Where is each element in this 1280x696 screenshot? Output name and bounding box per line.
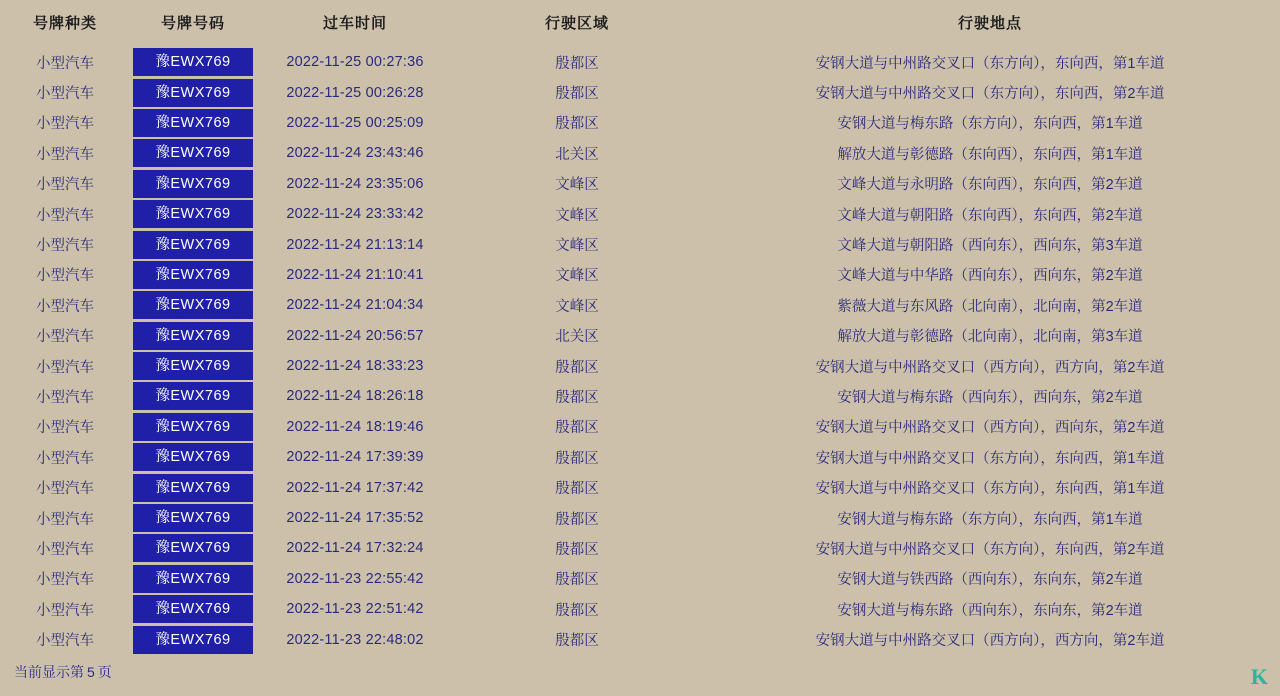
plate-badge[interactable]: 豫EWX769 (133, 170, 253, 198)
cell-pass-time: 2022-11-24 18:19:46 (286, 418, 424, 435)
plate-badge[interactable]: 豫EWX769 (133, 200, 253, 228)
cell-plate-number (130, 351, 256, 381)
pagination-status (14, 662, 112, 682)
cell-plate-number (130, 503, 256, 533)
cell-area: 文峰区 (555, 298, 599, 315)
cell-plate-type: 小型汽车 (36, 481, 94, 498)
cell-area: 殷都区 (555, 481, 599, 498)
cell-area: 殷都区 (555, 116, 599, 133)
cell-location: 安钢大道与中州路交叉口（西方向），西向东，第2车道 (815, 420, 1165, 437)
cell-pass-time: 2022-11-24 23:33:42 (286, 206, 424, 223)
cell-plate-type: 小型汽车 (36, 116, 94, 133)
plate-badge[interactable]: 豫EWX769 (133, 504, 253, 532)
cell-plate-type: 小型汽车 (36, 177, 94, 194)
cell-plate-type: 小型汽车 (36, 450, 94, 467)
cell-pass-time: 2022-11-24 21:10:41 (286, 266, 424, 283)
cell-pass-time: 2022-11-24 17:37:42 (286, 479, 424, 496)
cell-plate-type: 小型汽车 (36, 298, 94, 315)
cell-plate-number (130, 381, 256, 411)
column-header-area: 行驶区域 (544, 15, 609, 32)
cell-plate-type: 小型汽车 (36, 238, 94, 255)
plate-badge[interactable]: 豫EWX769 (133, 443, 253, 471)
cell-plate-type: 小型汽车 (36, 329, 94, 346)
cell-plate-type: 小型汽车 (36, 572, 94, 589)
cell-plate-number (130, 108, 256, 138)
column-header-location: 行驶地点 (957, 15, 1022, 32)
cell-location: 紫薇大道与东风路（北向南），北向南，第2车道 (837, 298, 1143, 315)
cell-location: 安钢大道与梅东路（西向东），东向东，第2车道 (837, 602, 1143, 619)
cell-plate-number (130, 138, 256, 168)
cell-area: 殷都区 (555, 55, 599, 72)
cell-location: 安钢大道与中州路交叉口（东方向），东向西，第1车道 (815, 481, 1165, 498)
cell-location: 解放大道与彰德路（东向西），东向西，第1车道 (837, 146, 1143, 163)
plate-badge[interactable]: 豫EWX769 (133, 534, 253, 562)
column-header-plate-type: 号牌种类 (32, 15, 97, 32)
cell-plate-type: 小型汽车 (36, 55, 94, 72)
cell-area: 殷都区 (555, 359, 599, 376)
table-row[interactable] (0, 624, 1280, 654)
plate-badge[interactable]: 豫EWX769 (133, 382, 253, 410)
cell-pass-time: 2022-11-25 00:25:09 (286, 114, 424, 131)
table-row[interactable] (0, 594, 1280, 624)
pagination-suffix: 页 (97, 664, 112, 680)
cell-plate-type: 小型汽车 (36, 146, 94, 163)
cell-area: 殷都区 (555, 541, 599, 558)
cell-location: 安钢大道与铁西路（西向东），东向东，第2车道 (837, 572, 1143, 589)
cell-area: 文峰区 (555, 238, 599, 255)
pagination-prefix: 当前显示第 (14, 664, 84, 680)
cell-location: 安钢大道与梅东路（东方向），东向西，第1车道 (837, 511, 1143, 528)
cell-pass-time: 2022-11-23 22:55:42 (286, 570, 424, 587)
plate-badge[interactable]: 豫EWX769 (133, 413, 253, 441)
cell-pass-time: 2022-11-24 17:32:24 (286, 540, 424, 557)
cell-pass-time: 2022-11-24 17:39:39 (286, 449, 424, 466)
cell-area: 殷都区 (555, 389, 599, 406)
cell-plate-type: 小型汽车 (36, 359, 94, 376)
table-row[interactable] (0, 533, 1280, 563)
plate-badge[interactable]: 豫EWX769 (133, 79, 253, 107)
plate-badge[interactable]: 豫EWX769 (133, 139, 253, 167)
table-header-row (0, 0, 1280, 47)
cell-pass-time: 2022-11-24 20:56:57 (286, 327, 424, 344)
table-row[interactable] (0, 47, 1280, 77)
cell-area: 北关区 (555, 329, 599, 346)
table-row[interactable] (0, 199, 1280, 229)
table-row[interactable] (0, 412, 1280, 442)
cell-location: 文峰大道与永明路（东向西），东向西，第2车道 (837, 177, 1143, 194)
cell-location: 文峰大道与朝阳路（西向东），西向东，第3车道 (837, 238, 1143, 255)
cell-location: 文峰大道与朝阳路（东向西），东向西，第2车道 (837, 207, 1143, 224)
cell-pass-time: 2022-11-24 18:33:23 (286, 358, 424, 375)
table-row[interactable] (0, 138, 1280, 168)
cell-area: 殷都区 (555, 511, 599, 528)
cell-plate-number (130, 260, 256, 290)
cell-pass-time: 2022-11-24 18:26:18 (286, 388, 424, 405)
table-row[interactable] (0, 290, 1280, 320)
cell-plate-number (130, 564, 256, 594)
cell-location: 安钢大道与梅东路（西向东），西向东，第2车道 (837, 389, 1143, 406)
cell-location: 安钢大道与中州路交叉口（西方向），西方向，第2车道 (815, 633, 1165, 650)
plate-badge[interactable]: 豫EWX769 (133, 565, 253, 593)
table-row[interactable] (0, 503, 1280, 533)
cell-location: 安钢大道与中州路交叉口（东方向），东向西，第2车道 (815, 86, 1165, 103)
plate-badge[interactable]: 豫EWX769 (133, 48, 253, 76)
table-row[interactable] (0, 169, 1280, 199)
cell-area: 文峰区 (555, 207, 599, 224)
cell-plate-type: 小型汽车 (36, 541, 94, 558)
plate-badge[interactable]: 豫EWX769 (133, 626, 253, 654)
table-row[interactable] (0, 77, 1280, 107)
plate-badge[interactable]: 豫EWX769 (133, 231, 253, 259)
cell-pass-time: 2022-11-23 22:48:02 (286, 631, 424, 648)
table-row[interactable] (0, 321, 1280, 351)
table-row[interactable] (0, 472, 1280, 502)
cell-location: 安钢大道与中州路交叉口（东方向），东向西，第1车道 (815, 55, 1165, 72)
cell-plate-number (130, 442, 256, 472)
cell-plate-number (130, 624, 256, 654)
cell-area: 北关区 (555, 146, 599, 163)
cell-area: 殷都区 (555, 450, 599, 467)
cell-plate-number (130, 472, 256, 502)
cell-plate-number (130, 199, 256, 229)
cell-plate-type: 小型汽车 (36, 389, 94, 406)
cell-area: 文峰区 (555, 177, 599, 194)
table-row[interactable] (0, 442, 1280, 472)
cell-plate-type: 小型汽车 (36, 511, 94, 528)
cell-plate-number (130, 229, 256, 259)
cell-location: 解放大道与彰德路（北向南），北向南，第3车道 (837, 329, 1143, 346)
cell-area: 殷都区 (555, 602, 599, 619)
column-header-plate-number: 号牌号码 (160, 15, 225, 32)
plate-badge[interactable]: 豫EWX769 (133, 595, 253, 623)
table-header (0, 0, 1280, 47)
watermark-logo: K (1250, 664, 1268, 689)
cell-pass-time: 2022-11-25 00:26:28 (286, 84, 424, 101)
cell-area: 殷都区 (555, 86, 599, 103)
table-row[interactable] (0, 564, 1280, 594)
table-row[interactable] (0, 260, 1280, 290)
column-header-pass-time: 过车时间 (322, 15, 387, 32)
plate-badge[interactable]: 豫EWX769 (133, 291, 253, 319)
cell-plate-type: 小型汽车 (36, 420, 94, 437)
cell-location: 安钢大道与中州路交叉口（东方向），东向西，第1车道 (815, 450, 1165, 467)
plate-badge[interactable]: 豫EWX769 (133, 352, 253, 380)
table-row[interactable] (0, 108, 1280, 138)
cell-plate-type: 小型汽车 (36, 86, 94, 103)
cell-location: 安钢大道与梅东路（东方向），东向西，第1车道 (837, 116, 1143, 133)
table-row[interactable] (0, 351, 1280, 381)
cell-plate-number (130, 594, 256, 624)
cell-plate-number (130, 412, 256, 442)
cell-location: 安钢大道与中州路交叉口（西方向），西方向，第2车道 (815, 359, 1165, 376)
cell-area: 殷都区 (555, 633, 599, 650)
cell-plate-type: 小型汽车 (36, 633, 94, 650)
cell-pass-time: 2022-11-24 17:35:52 (286, 510, 424, 527)
cell-plate-number (130, 290, 256, 320)
cell-pass-time: 2022-11-25 00:27:36 (286, 54, 424, 71)
plate-badge[interactable]: 豫EWX769 (133, 322, 253, 350)
pagination-page-number: 5 (87, 664, 95, 680)
cell-area: 殷都区 (555, 572, 599, 589)
cell-plate-number (130, 77, 256, 107)
cell-plate-number (130, 169, 256, 199)
cell-pass-time: 2022-11-24 21:13:14 (286, 236, 424, 253)
cell-area: 文峰区 (555, 268, 599, 285)
table-row[interactable] (0, 229, 1280, 259)
plate-badge[interactable]: 豫EWX769 (133, 261, 253, 289)
cell-plate-type: 小型汽车 (36, 207, 94, 224)
cell-pass-time: 2022-11-23 22:51:42 (286, 601, 424, 618)
cell-area: 殷都区 (555, 420, 599, 437)
cell-pass-time: 2022-11-24 23:35:06 (286, 175, 424, 192)
cell-plate-number (130, 533, 256, 563)
cell-plate-type: 小型汽车 (36, 268, 94, 285)
plate-badge[interactable]: 豫EWX769 (133, 109, 253, 137)
cell-plate-type: 小型汽车 (36, 602, 94, 619)
cell-location: 文峰大道与中华路（西向东），西向东，第2车道 (837, 268, 1143, 285)
cell-plate-number (130, 321, 256, 351)
cell-pass-time: 2022-11-24 21:04:34 (286, 297, 424, 314)
cell-plate-number (130, 47, 256, 77)
table-row[interactable] (0, 381, 1280, 411)
cell-pass-time: 2022-11-24 23:43:46 (286, 145, 424, 162)
table-body (0, 47, 1280, 655)
cell-location: 安钢大道与中州路交叉口（东方向），东向西，第2车道 (815, 541, 1165, 558)
plate-badge[interactable]: 豫EWX769 (133, 474, 253, 502)
